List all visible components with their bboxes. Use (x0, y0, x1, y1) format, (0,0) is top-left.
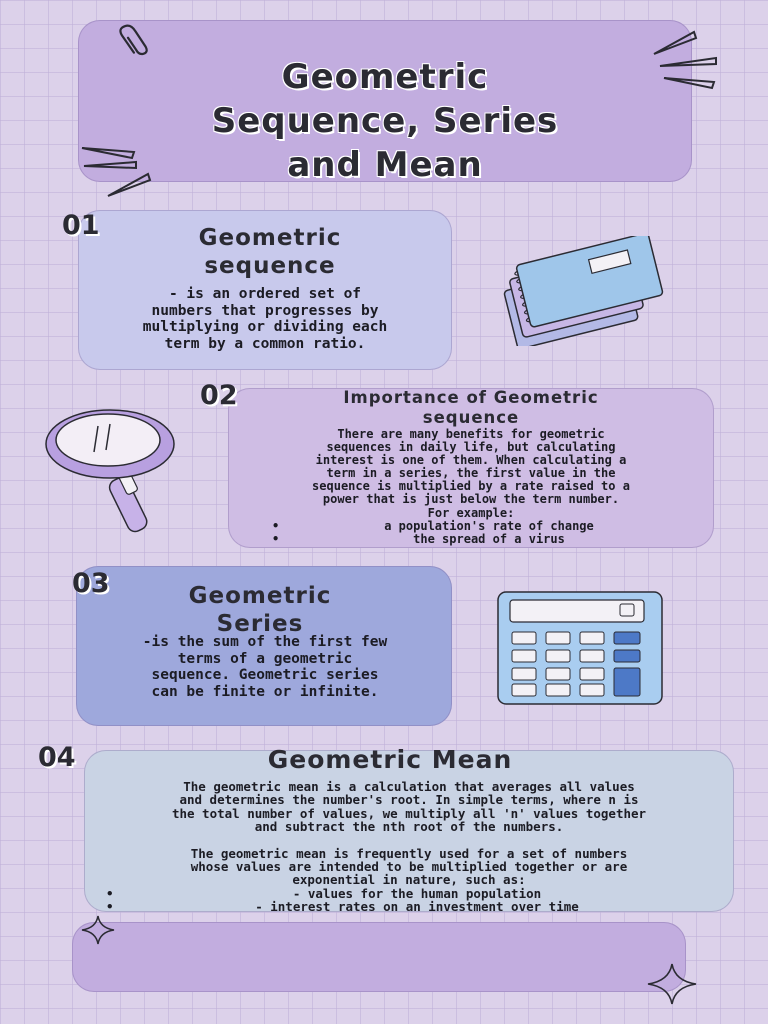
section-number-03: 03 (72, 568, 110, 599)
section-number-04: 04 (38, 742, 76, 773)
section-heading-importance (240, 388, 702, 428)
list-item: • - interest rates on an investment over time (106, 900, 728, 913)
body-line: terms of a geometric (177, 650, 353, 667)
heading-line: Series (216, 611, 304, 637)
body-line: - is an ordered set of (168, 286, 362, 302)
body-line: term by a common ratio. (164, 335, 366, 352)
list-item: • a population's rate of change (272, 520, 706, 533)
body-line: The geometric mean is a calculation that averages all values (183, 779, 635, 794)
footer-card (72, 922, 686, 992)
heading-line: sequence (204, 253, 336, 279)
calculator-icon (496, 590, 666, 708)
ray-lines-right (650, 28, 730, 92)
magnifying-glass-icon (40, 404, 210, 544)
bullet-list (236, 520, 706, 546)
body-line: power that is just below the term number. (322, 492, 620, 507)
section-number-01: 01 (62, 210, 100, 241)
section-body-importance (236, 428, 706, 546)
body-line: the total number of values, we multiply all 'n' values together (171, 805, 647, 821)
ray-lines-left (78, 140, 158, 204)
section-heading-geometric-sequence (120, 224, 420, 280)
heading-line: Geometric Mean (267, 745, 513, 774)
section-body-geometric-mean (90, 780, 728, 914)
list-item: • - values for the human population (106, 887, 728, 900)
page-title (79, 55, 691, 187)
spacer (90, 834, 728, 847)
sparkle-icon (646, 962, 698, 1006)
body-line: sequence. Geometric series (151, 667, 379, 683)
bullet-list (90, 887, 728, 914)
body-line: exponential in nature, such as: (292, 872, 526, 888)
body-line: and subtract the nth root of the numbers. (254, 819, 564, 835)
title-line-2: Sequence, Series (211, 101, 559, 141)
body-line: -is the sum of the first few (142, 634, 388, 650)
sparkle-icon (80, 914, 116, 946)
heading-line: Importance of Geometric (343, 388, 599, 407)
section-heading-geometric-series (110, 582, 410, 638)
notebooks-icon (486, 236, 680, 346)
section-body-geometric-sequence (86, 286, 444, 352)
heading-line: Geometric (198, 225, 342, 251)
heading-line: Geometric (188, 583, 332, 609)
title-line-3: and Mean (287, 145, 483, 185)
body-line: whose values are intended to be multiplied together or are (190, 859, 628, 875)
body-line: multiplying or dividing each (142, 319, 388, 335)
body-line: sequences in daily life, but calculating (326, 440, 616, 455)
body-line: There are many benefits for geometric (337, 427, 605, 441)
body-line: and determines the number's root. In simple terms, where n is (179, 792, 639, 808)
paperclip-icon (116, 22, 156, 62)
body-line: interest is one of them. When calculating a (315, 453, 627, 468)
body-line: term in a series, the first value in the (326, 466, 616, 481)
section-number-02: 02 (200, 380, 238, 411)
heading-line: sequence (422, 408, 520, 427)
body-line: can be finite or infinite. (151, 683, 379, 700)
body-line: numbers that progresses by (151, 302, 379, 319)
section-heading-geometric-mean (120, 744, 660, 776)
list-item: • the spread of a virus (272, 533, 706, 546)
title-card (78, 20, 692, 185)
title-line-1: Geometric (281, 57, 489, 97)
section-body-geometric-series (86, 634, 444, 700)
body-line: The geometric mean is frequently used for a set of numbers (190, 845, 628, 861)
body-line: For example: (427, 505, 515, 520)
body-line: sequence is multiplied by a rate raised to a (312, 479, 630, 494)
